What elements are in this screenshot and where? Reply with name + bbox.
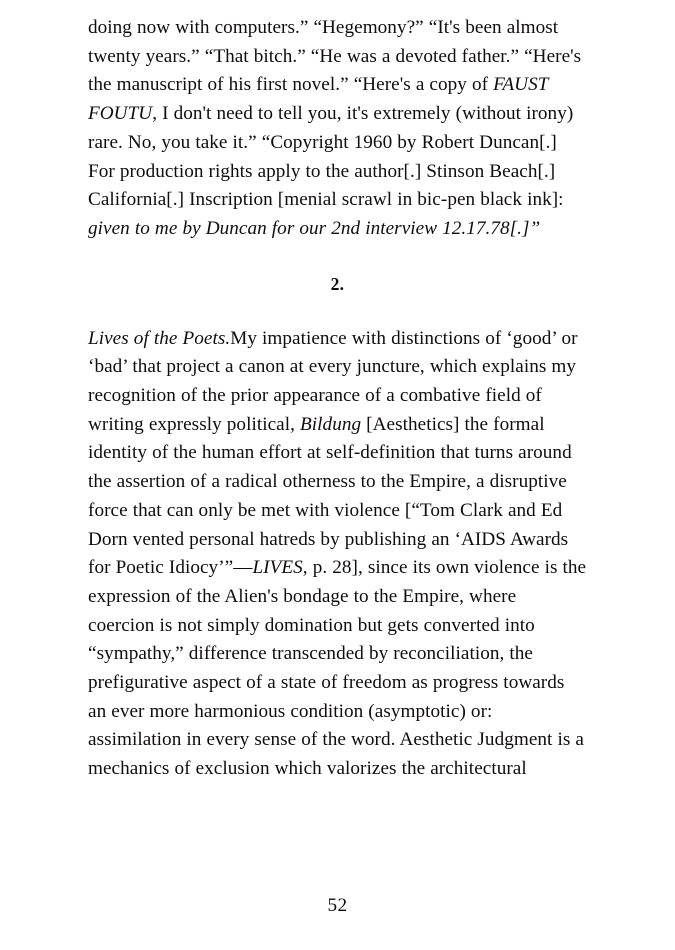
italic-run: Lives of the Poets. — [88, 327, 231, 349]
paragraph-continuation — [88, 14, 587, 244]
text-run: My impatience with distinctions of ‘good’ or ‘bad’ that project a canon at every juncture, which explains my recognition of the prior appearance of a combative field of writing expressly political, — [88, 327, 578, 435]
text-run: doing now with computers.” “Hegemony?” “It's been almost twenty years.” “That bitch.” “He was a devoted father.” “Here's the manuscript of his first novel.” “Here's a copy of — [88, 17, 582, 96]
text-run: [Aesthetics] the formal identity of the human effort at self-definition that turns around the assertion of a radical otherness to the Empire, a disruptive force that can only be met with violence [“Tom Clark and Ed Dorn vented personal hatreds by publishing an ‘AIDS Awards for Poetic Idiocy’”— — [88, 413, 572, 579]
italic-run: FAUST FOUTU — [88, 74, 549, 125]
text-run: , p. 28], since its own violence is the expression of the Alien's bondage to the Empire, where coercion is not simply domination but gets converted into “sympathy,” difference transcended by reconciliation, the prefigurative aspect of a state of freedom as progress towards an ever more harmonious condition (asymptotic) or: assimilation in every sense of the word. Aesthetic Judgment is a mechanics of exclusion which valorizes the architectural — [88, 557, 587, 780]
paragraph-lives-of-the-poets — [88, 325, 587, 784]
italic-run: LIVES — [252, 557, 303, 579]
section-number: 2. — [330, 273, 345, 294]
italic-run: Bildung — [300, 413, 362, 435]
text-run: , I don't need to tell you, it's extremely (without irony) rare. No, you take it.” “Copyright 1960 by Robert Duncan[.] For production rights apply to the author[.] Stinson Beach[.] California[.] Inscription [menial scrawl in bic-pen black ink]: — [88, 103, 574, 211]
italic-run: given to me by Duncan for our 2nd interview 12.17.78[.]” — [88, 217, 541, 239]
page-number: 52 — [327, 895, 348, 916]
